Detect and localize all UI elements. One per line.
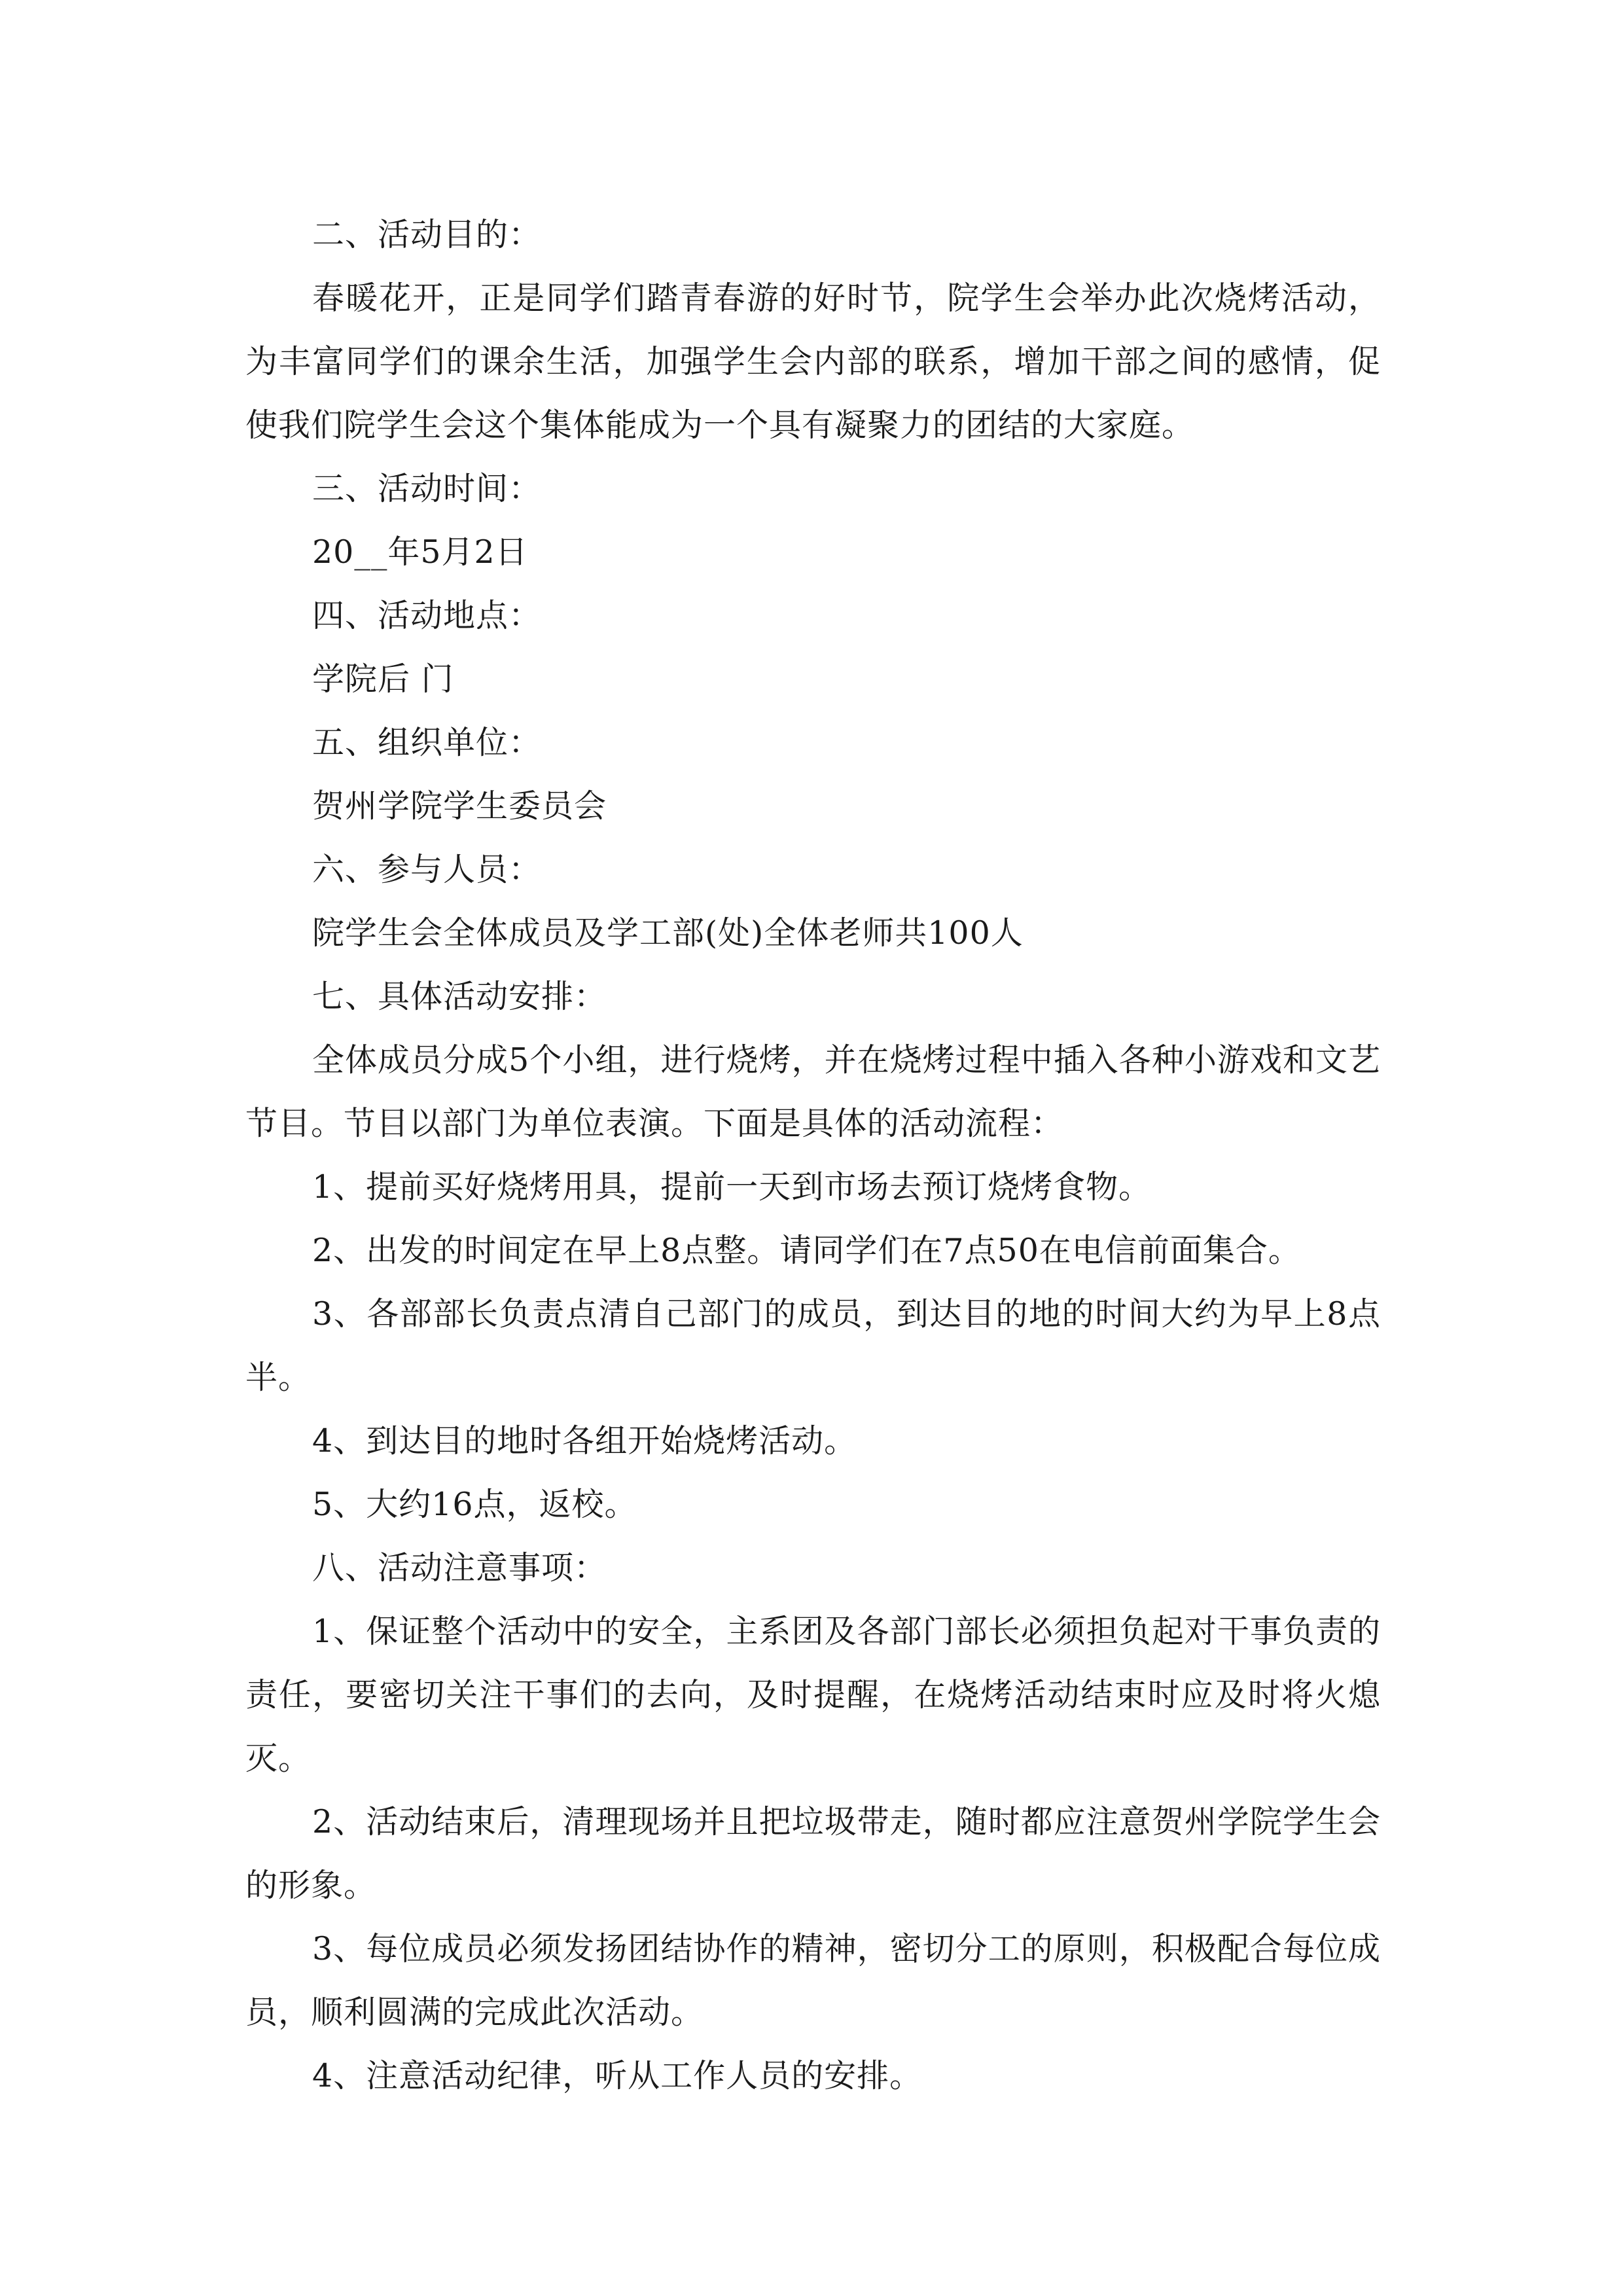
heading-participants: 六、参与人员： (312, 851, 542, 888)
document-page (245, 203, 1381, 2108)
list-item: 1、提前买好烧烤用具，提前一天到市场去预订烧烤食物。 (312, 1168, 1152, 1206)
paragraph-purpose: 春暖花开，正是同学们踏青春游的好时节，院学生会举办此次烧烤活动，为丰富同学们的课余生活，加强学生会内部的联系，增加干部之间的感情，促使我们院学生会这个集体能成为一个具有凝聚力的团结的大家庭。 (245, 279, 1381, 444)
heading-organizer: 五、组织单位： (312, 724, 542, 761)
list-item: 2、出发的时间定在早上8点整。请同学们在7点50在电信前面集合。 (312, 1232, 1301, 1269)
paragraph-time: 20__年5月2日 (312, 533, 528, 571)
heading-location: 四、活动地点： (312, 597, 542, 634)
list-item: 3、每位成员必须发扬团结协作的精神，密切分工的原则，积极配合每位成员，顺利圆满的完成此次活动。 (245, 1930, 1381, 2031)
paragraph-schedule: 全体成员分成5个小组，进行烧烤，并在烧烤过程中插入各种小游戏和文艺节目。节目以部门为单位表演。下面是具体的活动流程： (245, 1041, 1381, 1142)
list-item: 2、活动结束后，清理现场并且把垃圾带走，随时都应注意贺州学院学生会的形象。 (245, 1803, 1381, 1904)
list-item: 1、保证整个活动中的安全，主系团及各部门部长必须担负起对干事负责的责任，要密切关注干事们的去向，及时提醒，在烧烤活动结束时应及时将火熄灭。 (245, 1613, 1381, 1777)
heading-purpose: 二、活动目的： (312, 216, 542, 253)
list-item: 5、大约16点，返校。 (312, 1486, 637, 1523)
heading-schedule: 七、具体活动安排： (312, 978, 607, 1015)
paragraph-location: 学院后 门 (312, 660, 454, 698)
list-item: 4、注意活动纪律，听从工作人员的安排。 (312, 2057, 923, 2094)
paragraph-participants: 院学生会全体成员及学工部(处)全体老师共100人 (312, 914, 1024, 952)
heading-notes: 八、活动注意事项： (312, 1549, 607, 1587)
list-item: 3、各部部长负责点清自己部门的成员，到达目的地的时间大约为早上8点半。 (245, 1295, 1381, 1396)
heading-time: 三、活动时间： (312, 470, 542, 507)
paragraph-organizer: 贺州学院学生委员会 (312, 787, 607, 825)
list-item: 4、到达目的地时各组开始烧烤活动。 (312, 1422, 857, 1460)
